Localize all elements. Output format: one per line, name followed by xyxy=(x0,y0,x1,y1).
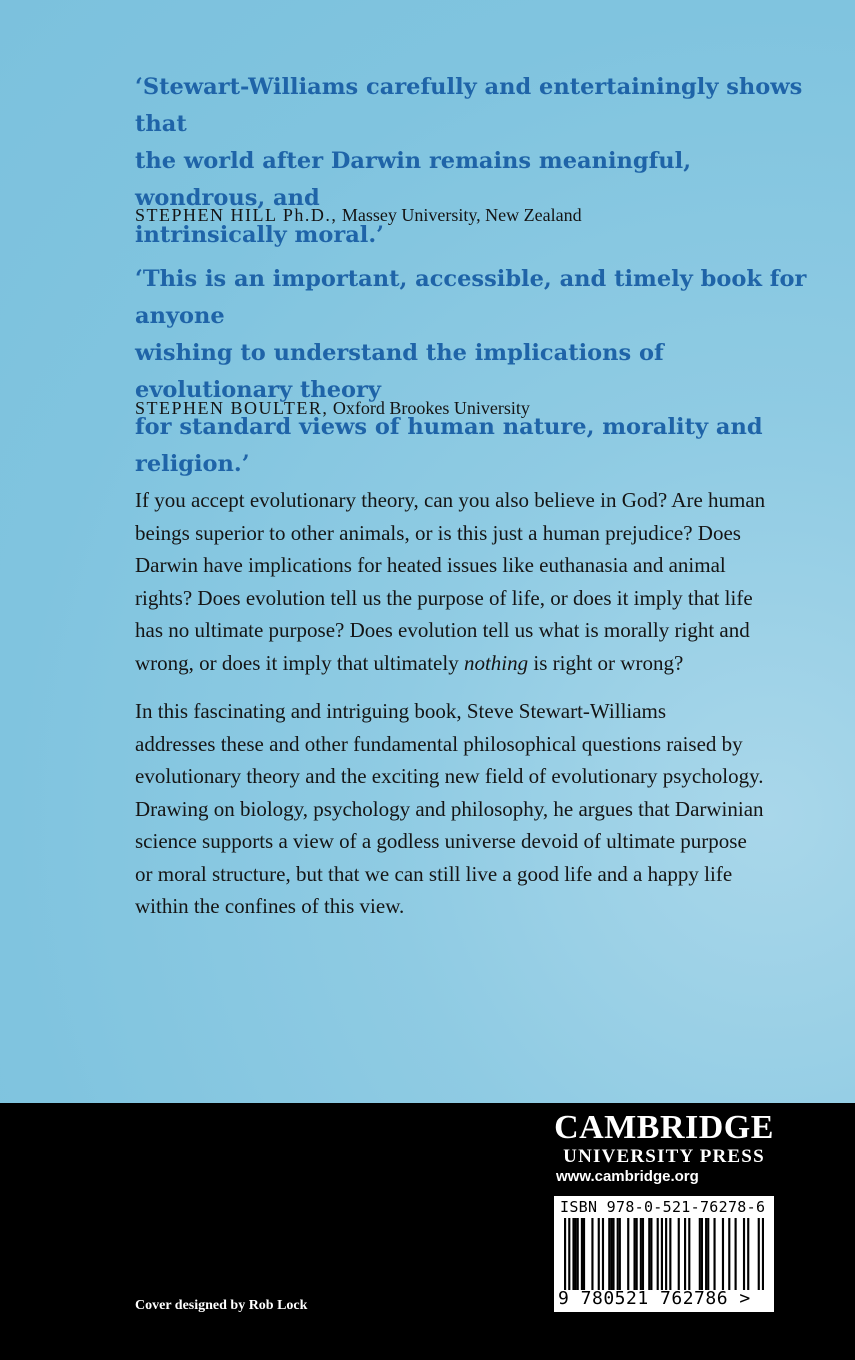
barcode-bar xyxy=(640,1218,642,1290)
barcode-bar xyxy=(728,1218,730,1290)
barcode-bar xyxy=(722,1218,724,1290)
barcode-bar xyxy=(678,1218,680,1290)
barcode-bar xyxy=(636,1218,638,1290)
barcode-bar xyxy=(701,1218,703,1290)
blurb-paragraph-2 xyxy=(135,695,815,923)
reviewer-name: STEPHEN HILL Ph.D., xyxy=(135,205,338,225)
publisher-url: www.cambridge.org xyxy=(556,1168,699,1185)
blurb-line: has no ultimate purpose? Does evolution tell us what is morally right and xyxy=(135,618,750,642)
blurb-line-start: wrong, or does it imply that ultimately xyxy=(135,650,464,675)
blurb-line: evolutionary theory and the exciting new field of evolutionary psychology. xyxy=(135,764,764,788)
publisher-name: CAMBRIDGE xyxy=(554,1109,774,1146)
quote-line: the world after Darwin remains meaningful, wondrous, and xyxy=(135,148,692,211)
quote-line: wishing to understand the implications of evolutionary theory xyxy=(135,340,664,403)
barcode-bar xyxy=(627,1218,629,1290)
barcode-bar xyxy=(747,1218,749,1290)
quote-line: ‘Stewart-Williams carefully and entertainingly shows that xyxy=(135,74,803,137)
blurb-line: If you accept evolutionary theory, can you also believe in God? Are human xyxy=(135,488,766,512)
barcode-bar xyxy=(583,1218,585,1290)
barcode-bar xyxy=(661,1218,663,1290)
barcode-bar xyxy=(612,1218,614,1290)
review-attribution-boulter xyxy=(135,398,530,419)
barcode-bar xyxy=(633,1218,635,1290)
quote-line: intrinsically moral.’ xyxy=(135,222,385,248)
blurb-line: within the confines of this view. xyxy=(135,894,405,918)
barcode-bars-icon xyxy=(564,1218,764,1290)
barcode-bar xyxy=(648,1218,650,1290)
barcode-bar xyxy=(581,1218,583,1290)
barcode-bar xyxy=(617,1218,619,1290)
barcode-bar xyxy=(699,1218,701,1290)
blurb-line: beings superior to other animals, or is this just a human prejudice? Does xyxy=(135,520,741,545)
barcode-bar xyxy=(707,1218,709,1290)
barcode-bar xyxy=(598,1218,600,1290)
blurb-paragraph-1 xyxy=(135,484,815,679)
quote-line: ‘This is an important, accessible, and timely book for anyone xyxy=(135,266,807,329)
blurb-emphasis: nothing xyxy=(463,650,529,675)
barcode-bar xyxy=(568,1218,570,1290)
blurb-line: Darwin have implications for heated issues like euthanasia and animal xyxy=(135,553,726,577)
barcode-bar xyxy=(650,1218,652,1290)
publisher-logo xyxy=(553,1109,775,1167)
barcode-bar xyxy=(688,1218,690,1290)
barcode-bar xyxy=(577,1218,579,1290)
blurb-line: rights? Does evolution tell us the purpose of life, or does it imply that life xyxy=(135,585,753,610)
barcode-bar xyxy=(657,1218,659,1290)
cover-credit: Cover designed by Rob Lock xyxy=(135,1298,308,1313)
barcode-digits: 9 780521 762786 > xyxy=(558,1288,751,1309)
barcode-bar xyxy=(575,1218,577,1290)
barcode-bar xyxy=(743,1218,745,1290)
barcode-bar xyxy=(610,1218,612,1290)
barcode-bar xyxy=(758,1218,760,1290)
barcode-bar xyxy=(713,1218,715,1290)
barcode-bar xyxy=(665,1218,667,1290)
blurb-line-end: is right or wrong? xyxy=(528,650,684,675)
barcode-bar xyxy=(591,1218,593,1290)
review-quote-hill xyxy=(135,69,815,254)
quote-line: for standard views of human nature, morality and religion.’ xyxy=(135,414,763,477)
blurb-line: addresses these and other fundamental philosophical questions raised by xyxy=(135,731,743,756)
blurb-line: or moral structure, but that we can still live a good life and a happy life xyxy=(135,861,733,886)
reviewer-affiliation: Massey University, New Zealand xyxy=(341,205,582,225)
review-attribution-hill xyxy=(135,205,582,226)
reviewer-name: STEPHEN BOULTER, xyxy=(135,398,329,418)
blurb-line: Drawing on biology, psychology and philosophy, he argues that Darwinian xyxy=(135,796,764,821)
barcode-bar xyxy=(669,1218,671,1290)
isbn-barcode xyxy=(554,1196,774,1312)
barcode-bar xyxy=(705,1218,707,1290)
reviewer-affiliation: Oxford Brookes University xyxy=(332,398,530,418)
barcode-bar xyxy=(735,1218,737,1290)
barcode-bar xyxy=(608,1218,610,1290)
review-quote-boulter xyxy=(135,261,815,483)
barcode-bar xyxy=(762,1218,764,1290)
barcode-bar xyxy=(684,1218,686,1290)
blurb-line: In this fascinating and intriguing book, Steve Stewart-Williams xyxy=(135,699,667,723)
barcode-bar xyxy=(642,1218,644,1290)
barcode-bar xyxy=(564,1218,566,1290)
isbn-label: ISBN 978-0-521-76278-6 xyxy=(560,1198,766,1216)
barcode-bar xyxy=(602,1218,604,1290)
barcode-bar xyxy=(572,1218,574,1290)
blurb-line: science supports a view of a godless universe devoid of ultimate purpose xyxy=(135,829,747,853)
publisher-subtitle: UNIVERSITY PRESS xyxy=(563,1146,765,1167)
barcode-bar xyxy=(619,1218,621,1290)
